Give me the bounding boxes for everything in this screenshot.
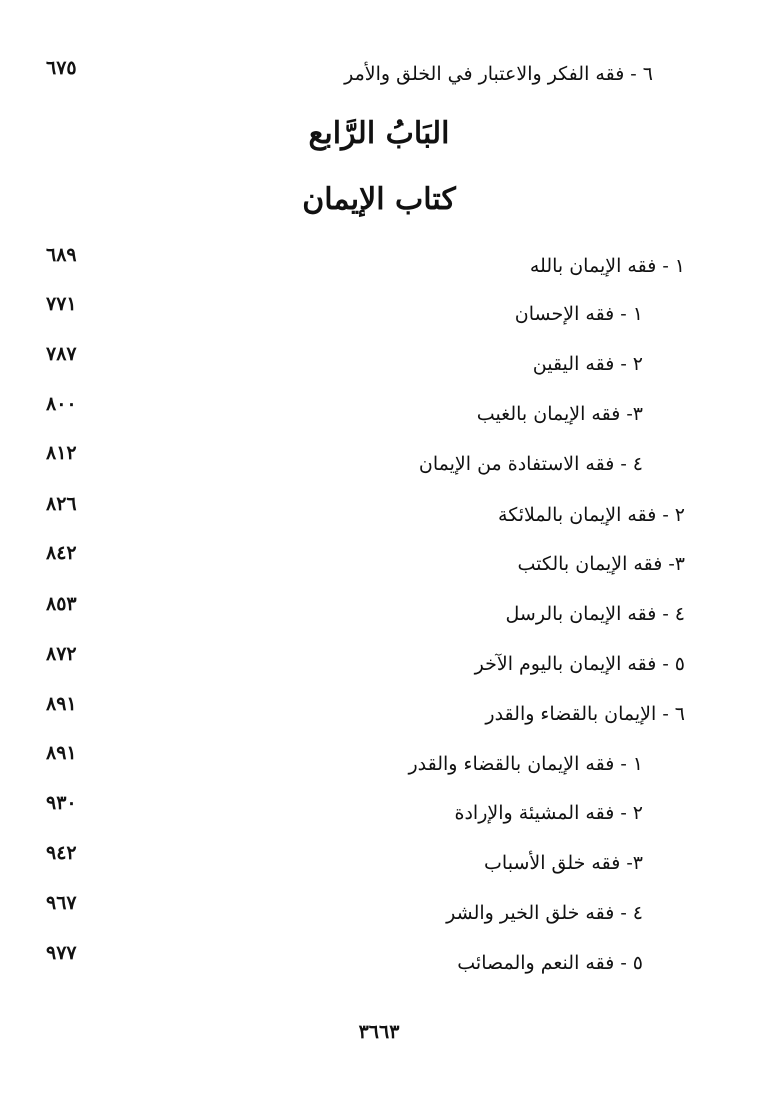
toc-entry-page: ٦٧٥ [46,57,77,79]
toc-entry-page: ٨٩١ [46,742,77,764]
toc-entry-page: ٩٣٠ [46,792,77,814]
toc-entry-title: ٥ - فقه النعم والمصائب [457,952,643,974]
toc-entry-page: ٧٨٧ [46,343,77,365]
toc-entry-title: ٤ - فقه الاستفادة من الإيمان [418,453,643,475]
toc-entry-page: ٦٨٩ [46,244,77,266]
toc-entry-page: ٧٧١ [46,293,77,315]
toc-entry-title: ٦ - الإيمان بالقضاء والقدر [485,703,685,725]
page-number: ٣٦٦٣ [358,1021,400,1043]
toc-entry-title: ٣- فقه الإيمان بالغيب [476,403,643,425]
chapter-heading: البَابُ الرَّابع [308,116,450,151]
toc-entry-page: ٩٦٧ [46,892,77,914]
toc-entry-title: ٣- فقه الإيمان بالكتب [517,553,685,575]
toc-entry-page: ٩٤٢ [46,842,77,864]
toc-entry-title: ١ - فقه الإيمان بالله [529,255,685,277]
toc-entry-title: ٤ - فقه الإيمان بالرسل [505,603,685,625]
toc-entry-page: ٩٧٧ [46,942,77,964]
toc-entry-title: ٦ - فقه الفكر والاعتبار في الخلق والأمر [344,63,653,85]
toc-entry-title: ١ - فقه الإيمان بالقضاء والقدر [408,753,643,775]
toc-entry-page: ٨٤٢ [46,542,77,564]
toc-entry-page: ٨١٢ [46,442,77,464]
toc-entry-page: ٨٢٦ [46,493,77,515]
toc-entry-title: ٢ - فقه الإيمان بالملائكة [498,504,685,526]
toc-entry-title: ٣- فقه خلق الأسباب [484,852,643,874]
book-heading: كتاب الإيمان [302,182,456,217]
toc-entry-page: ٨٠٠ [46,393,77,415]
toc-entry-title: ٢ - فقه اليقين [532,353,643,375]
toc-entry-title: ٤ - فقه خلق الخير والشر [446,902,643,924]
toc-entry-page: ٨٧٢ [46,643,77,665]
toc-entry-title: ١ - فقه الإحسان [514,303,643,325]
toc-entry-title: ٢ - فقه المشيئة والإرادة [454,802,643,824]
toc-entry-title: ٥ - فقه الإيمان باليوم الآخر [474,653,685,675]
toc-entry-page: ٨٥٣ [46,593,77,615]
toc-entry-page: ٨٩١ [46,693,77,715]
